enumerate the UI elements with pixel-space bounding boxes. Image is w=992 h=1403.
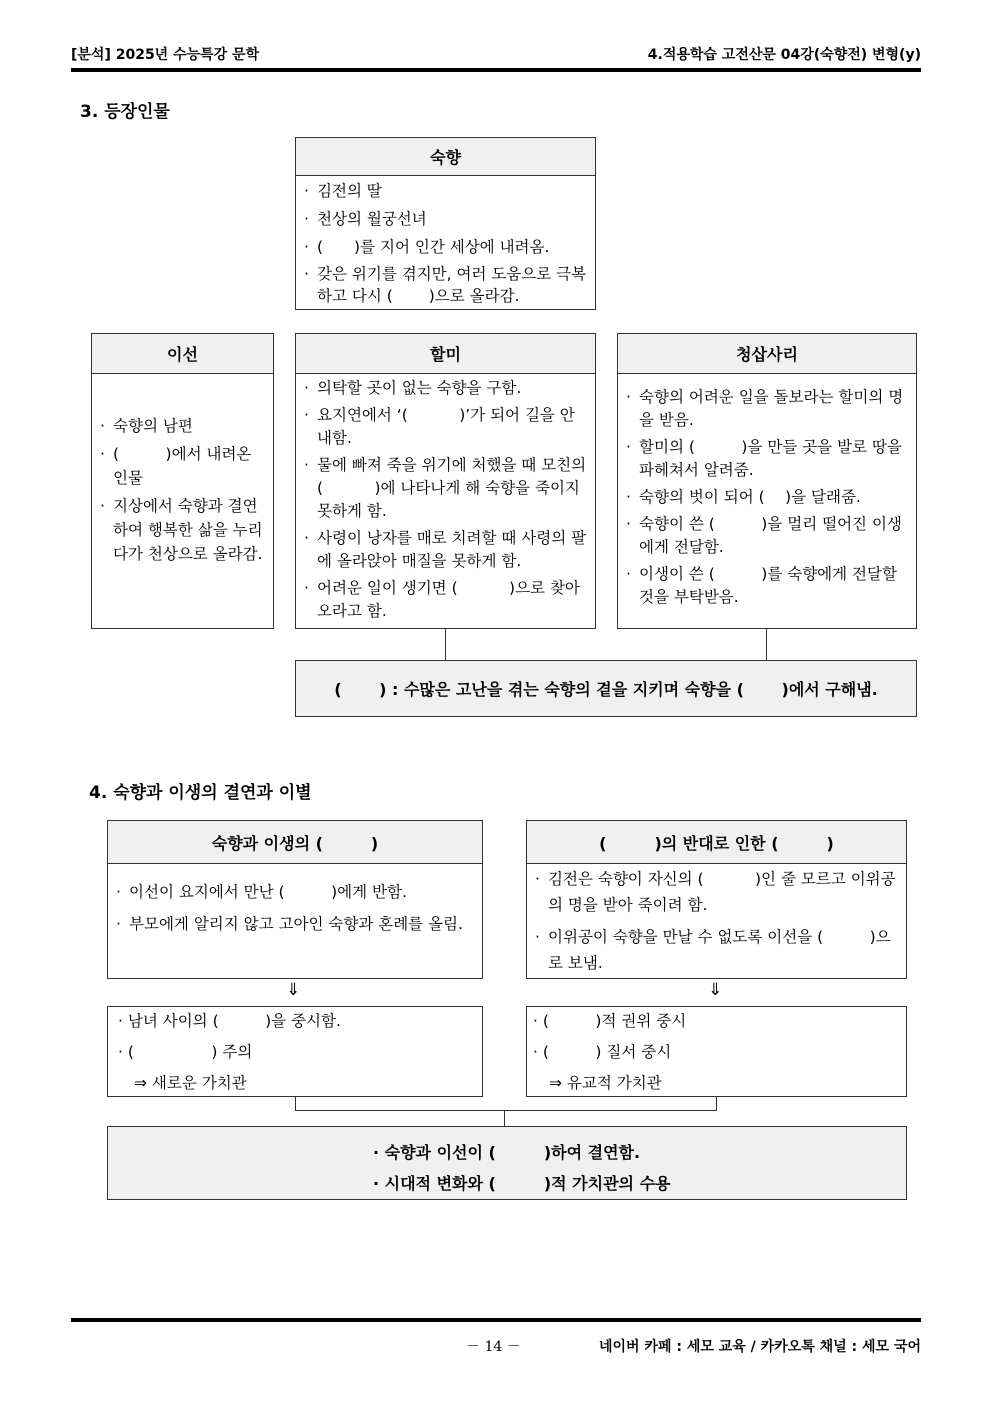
down-arrow-icon: ⇓ (286, 980, 301, 1000)
halmi-box (295, 333, 596, 629)
list-item: · 이생이 쓴 ( )를 숙향에게 전달할 것을 부탁받음. (626, 563, 908, 609)
value-summary: ⇒ 새로운 가치관 (134, 1074, 247, 1092)
list-item: · 갖은 위기를 겪지만, 여러 도움으로 극복하고 다시 ( )으로 올라감. (304, 263, 587, 307)
cheongsap-title: 청삽사리 (618, 334, 916, 374)
halmi-items (296, 374, 595, 623)
list-item: · 지상에서 숙향과 결연하여 행복한 삶을 누리다가 천상으로 올라감. (100, 494, 265, 566)
union-items (108, 864, 482, 937)
value-line: · ( ) 질서 중시 (533, 1043, 672, 1061)
isun-box (91, 333, 274, 629)
list-item: · 숙향의 남편 (100, 414, 265, 438)
conclusion-line: · 시대적 변화와 ( )적 가치관의 수용 (373, 1174, 671, 1193)
list-item: · 이선이 요지에서 만난 ( )에게 반함. (116, 880, 474, 905)
list-item: · 의탁할 곳이 없는 숙향을 구함. (304, 377, 587, 400)
section3-title: 3. 등장인물 (80, 102, 170, 122)
list-item: · 숙향이 쓴 ( )을 멀리 떨어진 이생에게 전달함. (626, 513, 908, 559)
footer-rule (71, 1318, 921, 1322)
sukhyang-items (296, 176, 595, 307)
list-item: · ( )를 지어 인간 세상에 내려옴. (304, 235, 587, 259)
header-rule (71, 68, 921, 72)
connector-line (445, 629, 446, 660)
list-item: · 요지연에서 ‘( )’가 되어 길을 안내함. (304, 404, 587, 450)
list-item: · 할미의 ( )을 만들 곳을 발로 땅을 파헤쳐서 알려줌. (626, 436, 908, 482)
list-item: · 물에 빠져 죽을 위기에 처했을 때 모친의 ( )에 나타나게 해 숙향을 죽이지 못하게 함. (304, 454, 587, 523)
value-line: · ( )적 권위 중시 (533, 1012, 687, 1030)
conclusion-line: · 숙향과 이선이 ( )하여 결연함. (373, 1143, 641, 1162)
section3-conclusion: ( ) : 수많은 고난을 겪는 숙향의 곁을 지키며 숙향을 ( )에서 구해냄. (295, 660, 917, 717)
isun-title: 이선 (92, 334, 273, 374)
value-line: · 남녀 사이의 ( )을 중시함. (118, 1012, 341, 1030)
list-item: · 숙향의 어려운 일을 돌보라는 할미의 명을 받음. (626, 386, 908, 432)
cheongsap-items (618, 374, 916, 609)
list-item: · 김전은 숙향이 자신의 ( )인 줄 모르고 이위공의 명을 받아 죽이려 함. (535, 866, 898, 918)
connector-line (295, 1097, 296, 1110)
footer-text: 네이버 카페 : 세모 교육 / 카카오톡 채널 : 세모 국어 (598, 1339, 921, 1355)
cheongsap-box (617, 333, 917, 629)
list-item: · 김전의 딸 (304, 179, 587, 203)
page-number: － 14 － (466, 1339, 521, 1355)
sukhyang-title: 숙향 (296, 138, 595, 176)
list-item: · 숙향의 벗이 되어 ( )을 달래줌. (626, 486, 908, 509)
separation-box (526, 820, 907, 979)
list-item: · 사령이 낭자를 매로 치려할 때 사령의 팔에 올라앉아 매질을 못하게 함. (304, 527, 587, 573)
list-item: · 부모에게 알리지 않고 고아인 숙향과 혼례를 올림. (116, 912, 474, 937)
section4-title: 4. 숙향과 이생의 결연과 이별 (89, 783, 312, 803)
union-title: 숙향과 이생의 ( ) (108, 821, 482, 864)
down-arrow-icon: ⇓ (708, 980, 723, 1000)
connector-line (504, 1110, 505, 1126)
connector-line (716, 1097, 717, 1110)
connector-line (295, 1110, 717, 1111)
header-right: 4.적용학습 고전산문 04강(숙향전) 변형(y) (647, 47, 921, 63)
new-values-box (107, 1006, 483, 1097)
separation-items (527, 864, 906, 976)
list-item: · 이위공이 숙향을 만날 수 없도록 이선을 ( )으로 보냄. (535, 924, 898, 976)
halmi-title: 할미 (296, 334, 595, 374)
section4-conclusion (107, 1126, 907, 1200)
separation-title: ( )의 반대로 인한 ( ) (527, 821, 906, 864)
value-line: · ( ) 주의 (118, 1043, 253, 1061)
sukhyang-box (295, 137, 596, 310)
list-item: · ( )에서 내려온 인물 (100, 442, 265, 490)
connector-line (766, 629, 767, 660)
list-item: · 천상의 월궁선녀 (304, 207, 587, 231)
value-summary: ⇒ 유교적 가치관 (549, 1074, 662, 1092)
list-item: · 어려운 일이 생기면 ( )으로 찾아오라고 함. (304, 577, 587, 623)
header-left: [분석] 2025년 수능특강 문학 (71, 47, 260, 63)
isun-items (92, 374, 273, 566)
confucian-values-box (526, 1006, 907, 1097)
union-box (107, 820, 483, 979)
